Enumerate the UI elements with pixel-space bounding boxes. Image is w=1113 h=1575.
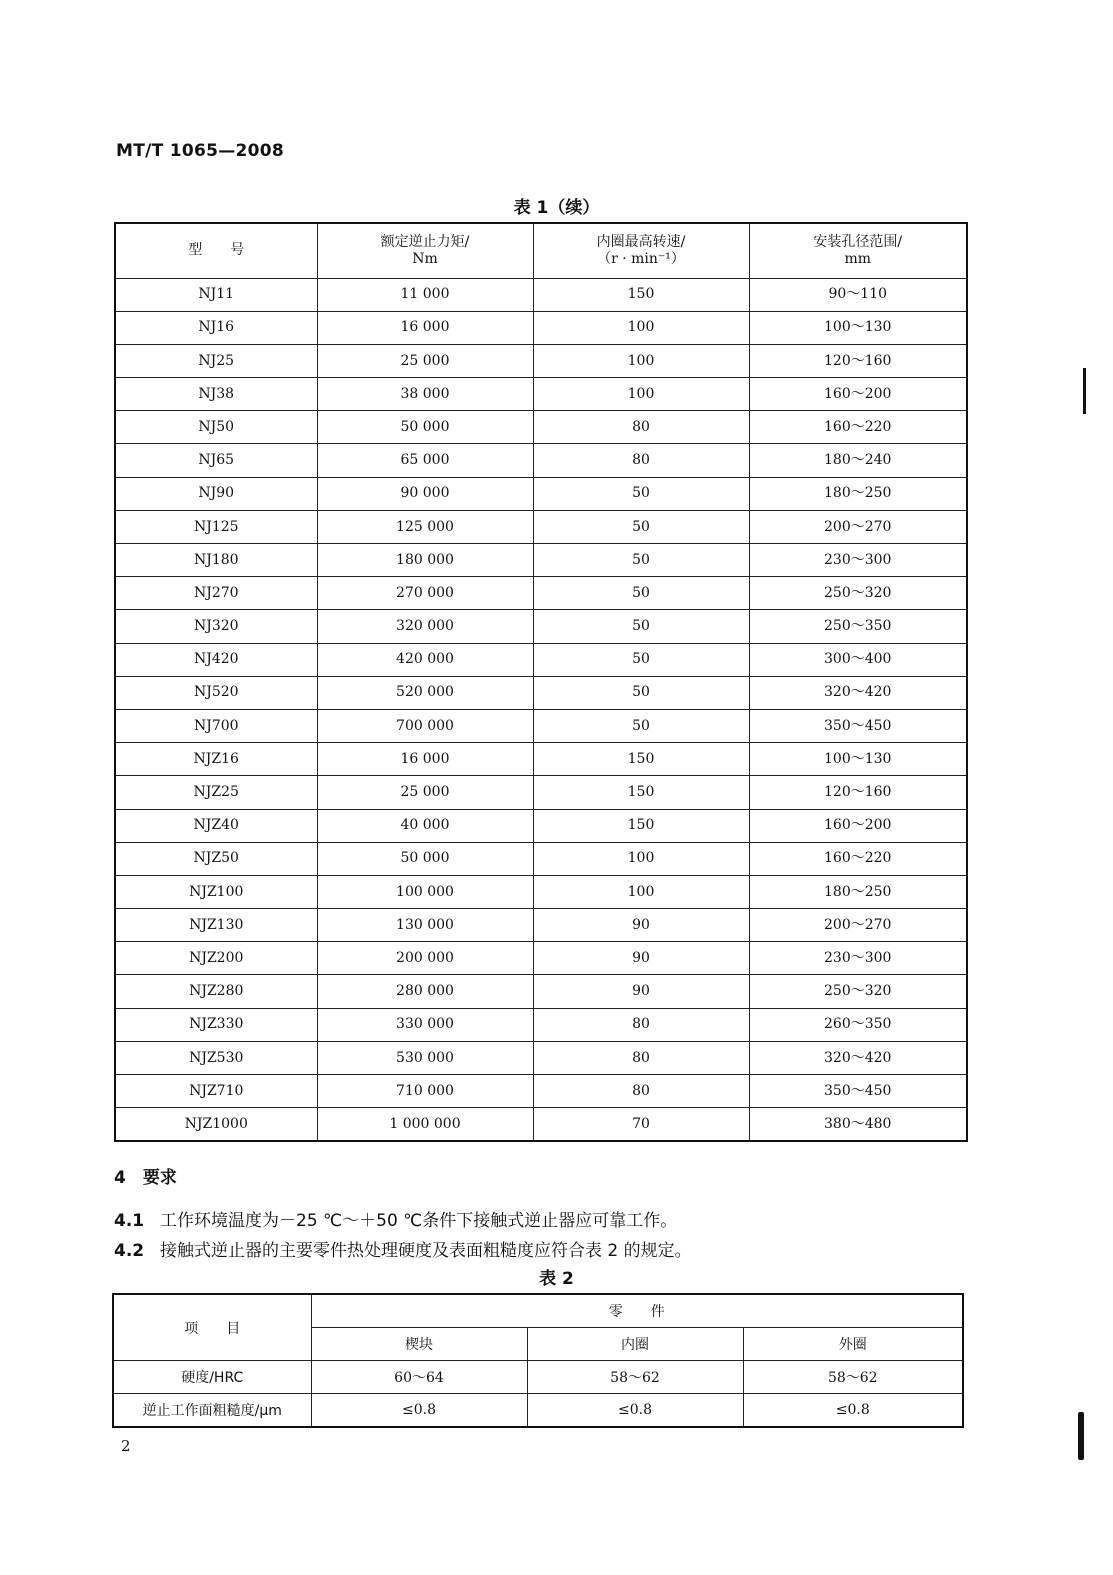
table-cell: 200～270 bbox=[749, 510, 967, 543]
table-row bbox=[115, 875, 967, 908]
table2-caption: 表 2 bbox=[539, 1269, 574, 1289]
table-cell: 90 bbox=[533, 942, 749, 975]
table-cell: 90～110 bbox=[749, 278, 967, 311]
table-cell: 200 000 bbox=[317, 942, 533, 975]
table-cell: 80 bbox=[533, 411, 749, 444]
table-cell: 100 bbox=[533, 842, 749, 875]
table-cell: 520 000 bbox=[317, 676, 533, 709]
table-cell: 1 000 000 bbox=[317, 1108, 533, 1141]
table1 bbox=[114, 222, 968, 1142]
table-cell: 160～220 bbox=[749, 411, 967, 444]
table-cell: 120～160 bbox=[749, 776, 967, 809]
table-row bbox=[115, 311, 967, 344]
col-header-bore-range: 安装孔径范围/ mm bbox=[749, 223, 967, 278]
table-row bbox=[115, 809, 967, 842]
table-cell: 160～220 bbox=[749, 842, 967, 875]
model-cell: NJ16 bbox=[115, 311, 317, 344]
table-cell: 150 bbox=[533, 776, 749, 809]
table-cell: 58～62 bbox=[743, 1361, 963, 1394]
model-cell: NJ270 bbox=[115, 577, 317, 610]
table-cell: 80 bbox=[533, 1075, 749, 1108]
table-cell: 530 000 bbox=[317, 1041, 533, 1074]
table1-caption: 表 1（续） bbox=[513, 198, 600, 218]
col-header-model: 型 号 bbox=[115, 223, 317, 278]
table-cell: 160～200 bbox=[749, 378, 967, 411]
table-cell: 25 000 bbox=[317, 776, 533, 809]
table-cell: 280 000 bbox=[317, 975, 533, 1008]
model-cell: NJ420 bbox=[115, 643, 317, 676]
table-cell: 250～320 bbox=[749, 577, 967, 610]
col-header-speed: 内圈最高转速/ （r · min⁻¹） bbox=[533, 223, 749, 278]
model-cell: NJZ1000 bbox=[115, 1108, 317, 1141]
table-cell: 90 bbox=[533, 909, 749, 942]
row-label-roughness: 逆止工作面粗糙度/μm bbox=[113, 1394, 311, 1428]
table-row bbox=[115, 709, 967, 742]
table-row bbox=[115, 577, 967, 610]
subheader-outer-ring: 外圈 bbox=[743, 1328, 963, 1361]
table-cell: 80 bbox=[533, 1041, 749, 1074]
table-cell: 300～400 bbox=[749, 643, 967, 676]
table-cell: 710 000 bbox=[317, 1075, 533, 1108]
table-cell: 70 bbox=[533, 1108, 749, 1141]
table-cell: 180～240 bbox=[749, 444, 967, 477]
table-row bbox=[115, 776, 967, 809]
model-cell: NJZ710 bbox=[115, 1075, 317, 1108]
clause-number: 4.1 bbox=[114, 1211, 145, 1231]
parts-group-header: 零 件 bbox=[311, 1294, 963, 1328]
table-cell: 420 000 bbox=[317, 643, 533, 676]
model-cell: NJ700 bbox=[115, 709, 317, 742]
model-cell: NJZ280 bbox=[115, 975, 317, 1008]
table-cell: 125 000 bbox=[317, 510, 533, 543]
table-cell: 130 000 bbox=[317, 909, 533, 942]
model-cell: NJ125 bbox=[115, 510, 317, 543]
item-header: 项 目 bbox=[113, 1294, 311, 1361]
table-cell: 150 bbox=[533, 278, 749, 311]
model-cell: NJ65 bbox=[115, 444, 317, 477]
section-heading: 4 要求 bbox=[114, 1168, 177, 1188]
table-row bbox=[115, 411, 967, 444]
table-row bbox=[115, 278, 967, 311]
table-row bbox=[115, 975, 967, 1008]
model-cell: NJZ25 bbox=[115, 776, 317, 809]
table-cell: 160～200 bbox=[749, 809, 967, 842]
table-row bbox=[115, 344, 967, 377]
table-row bbox=[115, 643, 967, 676]
table-cell: 90 000 bbox=[317, 477, 533, 510]
subheader-wedge: 楔块 bbox=[311, 1328, 527, 1361]
col-header-torque: 额定逆止力矩/ Nm bbox=[317, 223, 533, 278]
table-cell: 40 000 bbox=[317, 809, 533, 842]
table-cell: 60～64 bbox=[311, 1361, 527, 1394]
table-cell: 100 bbox=[533, 378, 749, 411]
table-cell: 180～250 bbox=[749, 477, 967, 510]
table-cell: 250～320 bbox=[749, 975, 967, 1008]
table-cell: 100 bbox=[533, 875, 749, 908]
table-row bbox=[115, 510, 967, 543]
table-cell: 50 bbox=[533, 610, 749, 643]
row-label-hardness: 硬度/HRC bbox=[113, 1361, 311, 1394]
model-cell: NJZ200 bbox=[115, 942, 317, 975]
model-cell: NJZ130 bbox=[115, 909, 317, 942]
model-cell: NJZ330 bbox=[115, 1008, 317, 1041]
table-cell: 50 bbox=[533, 510, 749, 543]
table-row bbox=[115, 610, 967, 643]
table-cell: 38 000 bbox=[317, 378, 533, 411]
table-cell: 100 bbox=[533, 311, 749, 344]
scan-artifact bbox=[1083, 368, 1086, 414]
table-cell: 230～300 bbox=[749, 544, 967, 577]
table-cell: 50 bbox=[533, 709, 749, 742]
model-cell: NJZ530 bbox=[115, 1041, 317, 1074]
table-cell: 150 bbox=[533, 743, 749, 776]
model-cell: NJ90 bbox=[115, 477, 317, 510]
table-row bbox=[115, 942, 967, 975]
table-cell: 120～160 bbox=[749, 344, 967, 377]
table-row bbox=[115, 1075, 967, 1108]
table-cell: 50 bbox=[533, 477, 749, 510]
standard-code: MT/T 1065—2008 bbox=[116, 141, 285, 161]
scan-artifact bbox=[1078, 1412, 1084, 1460]
table-cell: ≤0.8 bbox=[743, 1394, 963, 1428]
model-cell: NJZ40 bbox=[115, 809, 317, 842]
table-cell: 100～130 bbox=[749, 743, 967, 776]
table-cell: 58～62 bbox=[527, 1361, 743, 1394]
table-cell: 90 bbox=[533, 975, 749, 1008]
model-cell: NJ25 bbox=[115, 344, 317, 377]
table-cell: 380～480 bbox=[749, 1108, 967, 1141]
table-row bbox=[115, 544, 967, 577]
table-cell: 80 bbox=[533, 444, 749, 477]
table-cell: 50 bbox=[533, 544, 749, 577]
table-cell: 50 bbox=[533, 577, 749, 610]
clause-4-2 bbox=[114, 1236, 692, 1261]
table-row bbox=[115, 909, 967, 942]
table-cell: 320～420 bbox=[749, 1041, 967, 1074]
table-cell: 11 000 bbox=[317, 278, 533, 311]
table-cell: 50 000 bbox=[317, 411, 533, 444]
table-cell: 50 000 bbox=[317, 842, 533, 875]
table-cell: 230～300 bbox=[749, 942, 967, 975]
table-cell: 180～250 bbox=[749, 875, 967, 908]
table-cell: 25 000 bbox=[317, 344, 533, 377]
table-row bbox=[115, 1108, 967, 1141]
model-cell: NJ180 bbox=[115, 544, 317, 577]
table-cell: 700 000 bbox=[317, 709, 533, 742]
table-cell: 100 000 bbox=[317, 875, 533, 908]
clause-number: 4.2 bbox=[114, 1241, 145, 1261]
table-cell: 320～420 bbox=[749, 676, 967, 709]
table-row bbox=[115, 444, 967, 477]
table-cell: 50 bbox=[533, 676, 749, 709]
model-cell: NJ320 bbox=[115, 610, 317, 643]
clause-4-1 bbox=[114, 1206, 677, 1231]
subheader-inner-ring: 内圈 bbox=[527, 1328, 743, 1361]
table-cell: 16 000 bbox=[317, 311, 533, 344]
table2 bbox=[112, 1293, 964, 1428]
table-cell: 100～130 bbox=[749, 311, 967, 344]
model-cell: NJ38 bbox=[115, 378, 317, 411]
table-cell: 16 000 bbox=[317, 743, 533, 776]
table-cell: 100 bbox=[533, 344, 749, 377]
table-cell: 50 bbox=[533, 643, 749, 676]
page-number: 2 bbox=[121, 1437, 131, 1455]
table-cell: 260～350 bbox=[749, 1008, 967, 1041]
table-cell: 270 000 bbox=[317, 577, 533, 610]
table1-header-row bbox=[115, 223, 967, 278]
table-cell: 65 000 bbox=[317, 444, 533, 477]
table-cell: 350～450 bbox=[749, 709, 967, 742]
clause-text: 接触式逆止器的主要零件热处理硬度及表面粗糙度应符合表 2 的规定。 bbox=[160, 1241, 692, 1261]
table-cell: ≤0.8 bbox=[527, 1394, 743, 1428]
table-row bbox=[115, 378, 967, 411]
table-row bbox=[115, 1008, 967, 1041]
model-cell: NJ11 bbox=[115, 278, 317, 311]
table-cell: 250～350 bbox=[749, 610, 967, 643]
model-cell: NJ520 bbox=[115, 676, 317, 709]
model-cell: NJZ100 bbox=[115, 875, 317, 908]
model-cell: NJZ16 bbox=[115, 743, 317, 776]
table-cell: ≤0.8 bbox=[311, 1394, 527, 1428]
table-row bbox=[115, 743, 967, 776]
model-cell: NJ50 bbox=[115, 411, 317, 444]
model-cell: NJZ50 bbox=[115, 842, 317, 875]
table-cell: 350～450 bbox=[749, 1075, 967, 1108]
table-row bbox=[115, 676, 967, 709]
table-cell: 180 000 bbox=[317, 544, 533, 577]
table-row bbox=[115, 1041, 967, 1074]
table-cell: 330 000 bbox=[317, 1008, 533, 1041]
table-cell: 320 000 bbox=[317, 610, 533, 643]
table-cell: 200～270 bbox=[749, 909, 967, 942]
clause-text: 工作环境温度为－25 ℃～＋50 ℃条件下接触式逆止器应可靠工作。 bbox=[160, 1211, 678, 1231]
table1-body bbox=[115, 278, 967, 1141]
table-row bbox=[113, 1361, 963, 1394]
table-row bbox=[113, 1394, 963, 1428]
table-row bbox=[115, 477, 967, 510]
table-cell: 80 bbox=[533, 1008, 749, 1041]
table-row bbox=[115, 842, 967, 875]
table-cell: 150 bbox=[533, 809, 749, 842]
